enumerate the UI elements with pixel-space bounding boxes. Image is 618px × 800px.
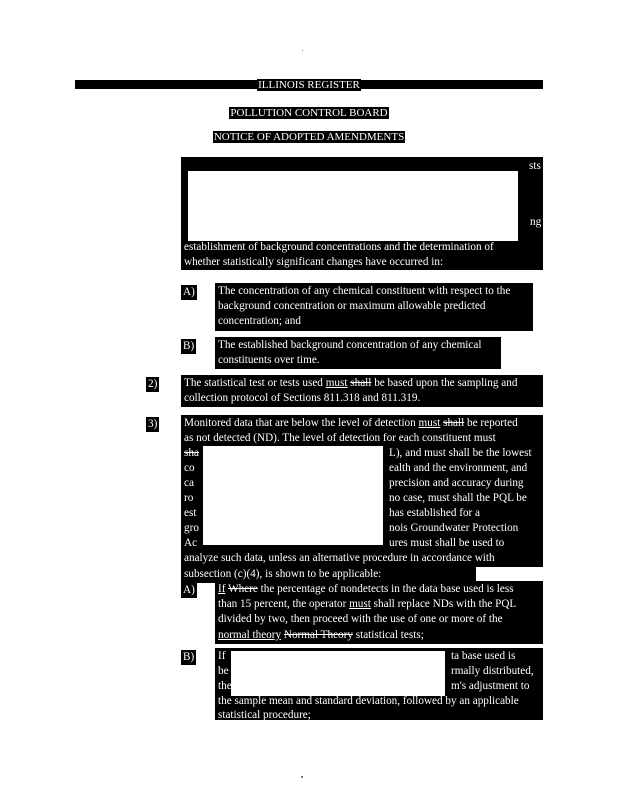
item-3-line-4: ealth and the environment, and	[389, 462, 528, 474]
item-3-label: 3)	[148, 418, 158, 430]
b2-frag-2a: be	[218, 665, 229, 677]
item-2-label: 2)	[148, 378, 158, 390]
b2-line-4: the sample mean and standard deviation, followed by an applicable	[218, 695, 519, 707]
scan-speck	[301, 776, 303, 778]
b2-frag-3b: m's adjustment to	[451, 680, 530, 692]
board-title: POLLUTION CONTROL BOARD	[230, 107, 388, 119]
scan-speck	[302, 50, 303, 51]
frag-sha: sha	[184, 447, 199, 459]
item-3-line-5: precision and accuracy during	[389, 477, 524, 489]
b2-frag-1b: ta base used is	[451, 650, 516, 662]
item-3-line-3: L), and must shall be the lowest	[389, 447, 532, 459]
frag-ro: ro	[184, 492, 194, 504]
frag-est: est	[184, 507, 197, 519]
redaction-box-3	[203, 447, 383, 545]
register-title: ILLINOIS REGISTER	[258, 79, 360, 91]
item-3-line-7: has established for a	[389, 507, 481, 519]
frag-ac: Ac	[184, 537, 198, 549]
fragment-sts: sts	[529, 160, 541, 172]
item-a1-text: The concentration of any chemical constituent with respect to the background concentration or maximum allowable predicted concentration; and	[215, 283, 533, 331]
item-b1-text: The established background concentration of any chemical constituents over time.	[215, 337, 501, 369]
item-2-text: The statistical test or tests used must shall be based upon the sampling and collection protocol of Sections 811.318 and 811.319.	[181, 375, 543, 407]
item-3-line-1: Monitored data that are below the level of detection must shall be reported	[184, 417, 518, 429]
redaction-box-3b	[203, 446, 383, 449]
fragment-ng: ng	[530, 216, 542, 228]
item-3-line-6: no case, must shall the PQL be	[389, 492, 527, 504]
redaction-box-b2	[231, 651, 445, 696]
item-b2-text	[215, 648, 543, 720]
item-3-line-2: as not detected (ND). The level of detection for each constituent must	[184, 432, 496, 444]
item-a2-label: A)	[183, 584, 195, 596]
frag-co: co	[184, 462, 195, 474]
item-3-last-line: subsection (c)(4), is shown to be applicable:	[181, 566, 476, 583]
frag-gro: gro	[184, 522, 199, 534]
b2-frag-3a: the	[218, 680, 232, 692]
frag-ca: ca	[184, 477, 194, 489]
b2-line-5: statistical procedure;	[218, 709, 311, 721]
b2-frag-2b: rmally distributed,	[451, 665, 534, 677]
item-3-line-8: nois Groundwater Protection	[389, 522, 519, 534]
redaction-box	[188, 171, 518, 241]
notice-title: NOTICE OF ADOPTED AMENDMENTS	[213, 131, 405, 143]
item-3-line-9: ures must shall be used to	[389, 537, 505, 549]
item-a1-label: A)	[183, 286, 195, 298]
item-b2-label: B)	[183, 651, 195, 663]
item-3-text	[181, 415, 543, 567]
top-paragraph-block	[181, 157, 543, 270]
item-a2-text: If Where the percentage of nondetects in the data base used is less than 15 percent, the operator must shall replace NDs with the PQL divided by two, then proceed with the use of one or more of the normal theory Normal Theory statistical tests;	[215, 581, 543, 644]
b2-frag-1a: If	[218, 650, 226, 662]
intro-line-2: whether statistically significant changes have occurred in:	[184, 256, 444, 268]
item-3-line-10: analyze such data, unless an alternative procedure in accordance with	[184, 552, 495, 564]
intro-line-1: establishment of background concentrations and the determination of	[184, 241, 494, 253]
item-b1-label: B)	[183, 340, 195, 352]
